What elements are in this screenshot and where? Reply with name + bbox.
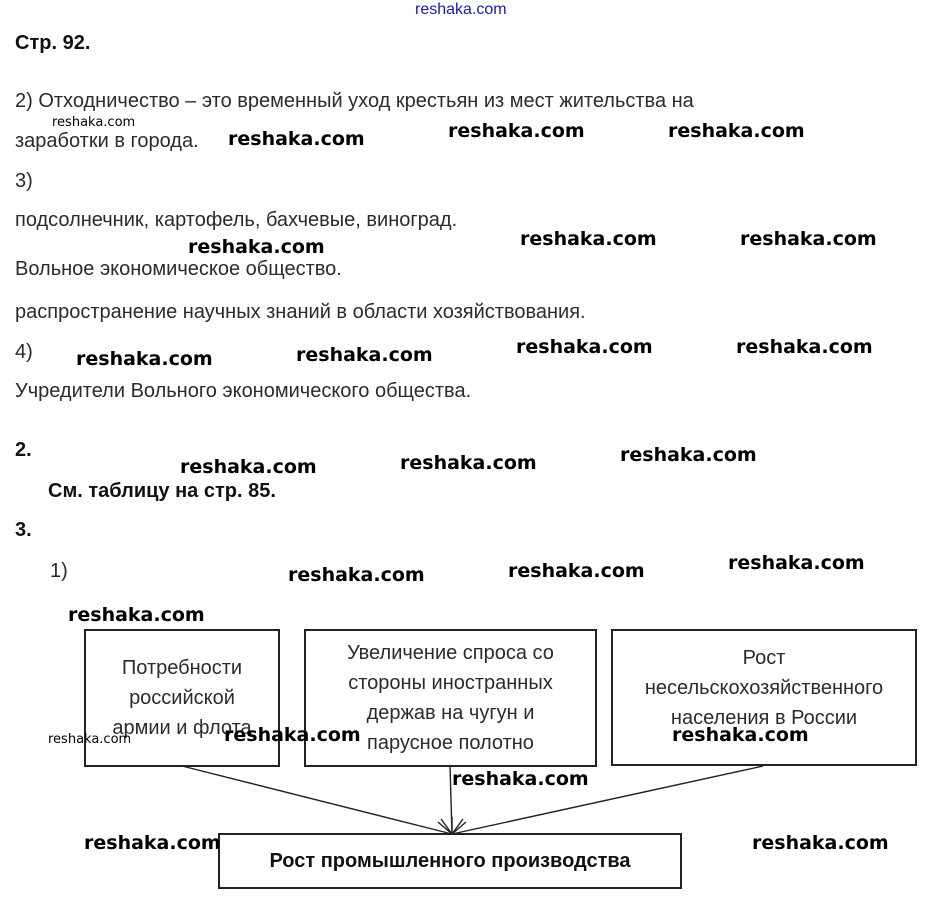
watermark: reshaka.com: [740, 228, 877, 250]
watermark: reshaka.com: [452, 768, 589, 790]
watermark: reshaka.com: [448, 120, 585, 142]
item2-line1: 2) Отходничество – это временный уход крестьян из мест жительства на: [15, 90, 694, 112]
task3-number: 3.: [15, 519, 32, 541]
item3-label: 3): [15, 170, 33, 192]
cause-box-population-text: Рост несельскохозяйственного населения в России: [644, 647, 884, 729]
watermark: reshaka.com: [752, 832, 889, 854]
watermark: reshaka.com: [520, 228, 657, 250]
watermark: reshaka.com: [672, 724, 809, 746]
watermark: reshaka.com: [84, 832, 221, 854]
task3-sub-label: 1): [50, 560, 68, 582]
watermark: reshaka.com: [728, 552, 865, 574]
task2-number: 2.: [15, 439, 32, 461]
watermark: reshaka.com: [296, 344, 433, 366]
watermark: reshaka.com: [76, 348, 213, 370]
watermark: reshaka.com: [180, 456, 317, 478]
cause-box-foreign-demand: [304, 629, 597, 767]
watermark: reshaka.com: [668, 120, 805, 142]
watermark: reshaka.com: [508, 560, 645, 582]
cause-box-foreign-demand-text: Увеличение спроса со стороны иностранных держав на чугун и парусное полотно: [347, 642, 554, 754]
site-header-watermark: reshaka.com: [415, 1, 507, 18]
watermark: reshaka.com: [48, 732, 132, 747]
arrow-line-left: [182, 766, 452, 834]
item2-line2: заработки в города.: [15, 130, 199, 152]
task2-text: См. таблицу на стр. 85.: [48, 480, 276, 502]
item3-purpose: распространение научных знаний в области хозяйствования.: [15, 301, 586, 323]
result-box-text: Рост промышленного производства: [269, 849, 631, 872]
watermark: reshaka.com: [620, 444, 757, 466]
watermark: reshaka.com: [228, 128, 365, 150]
cause-box-army-navy-text: Потребности российской армии и флота: [112, 657, 252, 739]
page-heading: Стр. 92.: [15, 32, 91, 54]
watermark: reshaka.com: [516, 336, 653, 358]
watermark: reshaka.com: [188, 236, 325, 258]
watermark: reshaka.com: [736, 336, 873, 358]
watermark: reshaka.com: [400, 452, 537, 474]
watermark: reshaka.com: [52, 115, 136, 130]
item4-label: 4): [15, 341, 33, 363]
watermark: reshaka.com: [288, 564, 425, 586]
item3-society: Вольное экономическое общество.: [15, 258, 342, 280]
result-box-industrial-growth: [218, 833, 682, 889]
item4-text: Учредители Вольного экономического общества.: [15, 380, 472, 402]
watermark: reshaka.com: [68, 604, 205, 626]
item3-crops: подсолнечник, картофель, бахчевые, виноград.: [15, 209, 458, 231]
watermark: reshaka.com: [224, 724, 361, 746]
